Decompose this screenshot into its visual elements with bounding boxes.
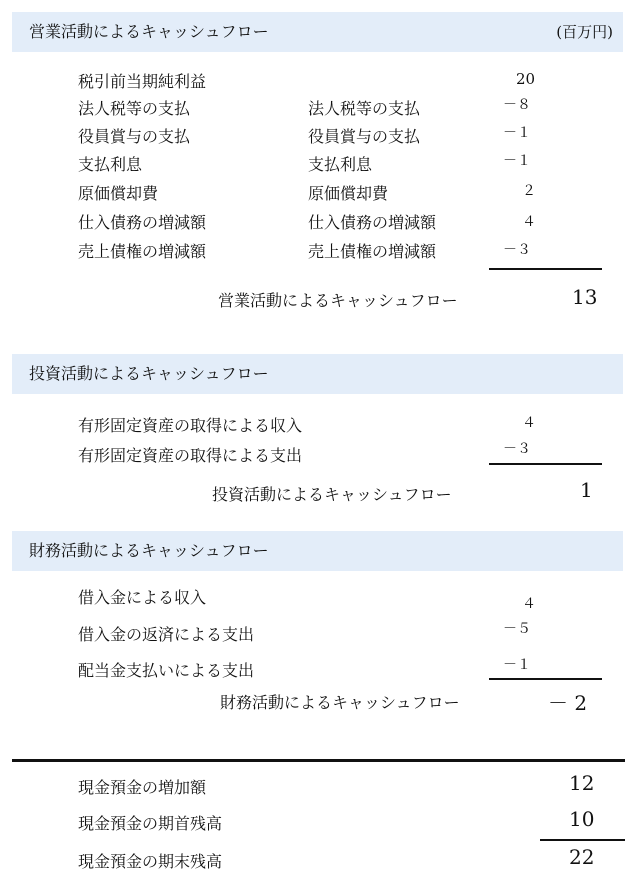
subtotal-rule <box>489 678 602 680</box>
summary-value: 12 <box>569 771 595 795</box>
summary-label: 現金預金の期末残高 <box>78 852 223 871</box>
investing-item-value: －３ <box>503 441 531 457</box>
operating-item-value: －１ <box>503 153 531 169</box>
unit-label: (百万円) <box>556 23 613 41</box>
financing-section-title: 財務活動によるキャッシュフロー <box>29 541 269 560</box>
summary-label: 現金預金の増加額 <box>78 778 207 797</box>
investing-item-label: 有形固定資産の取得による支出 <box>78 446 303 465</box>
operating-item-label: 支払利息 <box>78 155 143 174</box>
summary-label: 現金預金の期首残高 <box>78 814 223 833</box>
investing-section-title: 投資活動によるキャッシュフロー <box>29 364 269 383</box>
investing-item-label: 有形固定資産の取得による収入 <box>78 416 303 435</box>
subtotal-rule <box>489 268 602 270</box>
operating-item-value: 20 <box>516 70 536 88</box>
operating-item-value: －８ <box>503 97 531 113</box>
operating-item-label: 仕入債務の増減額 <box>78 213 207 232</box>
operating-item-sublabel: 役員賞与の支払 <box>308 127 421 146</box>
summary-value: 22 <box>569 845 595 869</box>
operating-item-sublabel: 仕入債務の増減額 <box>308 213 437 232</box>
operating-item-sublabel: 原価償却費 <box>308 184 389 203</box>
operating-item-value: ２ <box>522 183 536 199</box>
summary-value: 10 <box>569 807 595 831</box>
financing-item-value: －１ <box>503 657 531 673</box>
operating-item-sublabel: 法人税等の支払 <box>308 99 421 118</box>
financing-item-label: 配当金支払いによる支出 <box>78 661 255 680</box>
financing-item-value: ４ <box>522 596 536 612</box>
financing-item-value: －５ <box>503 621 531 637</box>
operating-item-label: 法人税等の支払 <box>78 99 191 118</box>
financing-total-label: 財務活動によるキャッシュフロー <box>220 693 460 712</box>
operating-item-label: 役員賞与の支払 <box>78 127 191 146</box>
operating-item-sublabel: 売上債権の増減額 <box>308 242 437 261</box>
operating-item-label: 売上債権の増減額 <box>78 242 207 261</box>
financing-section-header <box>12 531 623 571</box>
financing-item-label: 借入金の返済による支出 <box>78 625 255 644</box>
investing-section-header <box>12 354 623 394</box>
financing-item-label: 借入金による収入 <box>78 588 207 607</box>
investing-total-value: 1 <box>580 478 593 502</box>
operating-section-header <box>12 12 623 52</box>
subtotal-rule <box>489 463 602 465</box>
operating-item-value: －１ <box>503 125 531 141</box>
investing-item-value: ４ <box>522 415 536 431</box>
financing-total-value: － 2 <box>548 691 588 715</box>
operating-item-value: －３ <box>503 242 531 258</box>
operating-item-value: ４ <box>522 214 536 230</box>
investing-total-label: 投資活動によるキャッシュフロー <box>212 485 452 504</box>
operating-section-title: 営業活動によるキャッシュフロー <box>29 22 269 41</box>
operating-item-label: 原価償却費 <box>78 184 159 203</box>
summary-top-rule <box>12 759 625 762</box>
operating-item-sublabel: 支払利息 <box>308 155 373 174</box>
operating-total-label: 営業活動によるキャッシュフロー <box>218 291 458 310</box>
operating-item-label: 税引前当期純利益 <box>78 72 207 91</box>
operating-total-value: 13 <box>572 285 598 309</box>
total-rule <box>540 839 625 841</box>
